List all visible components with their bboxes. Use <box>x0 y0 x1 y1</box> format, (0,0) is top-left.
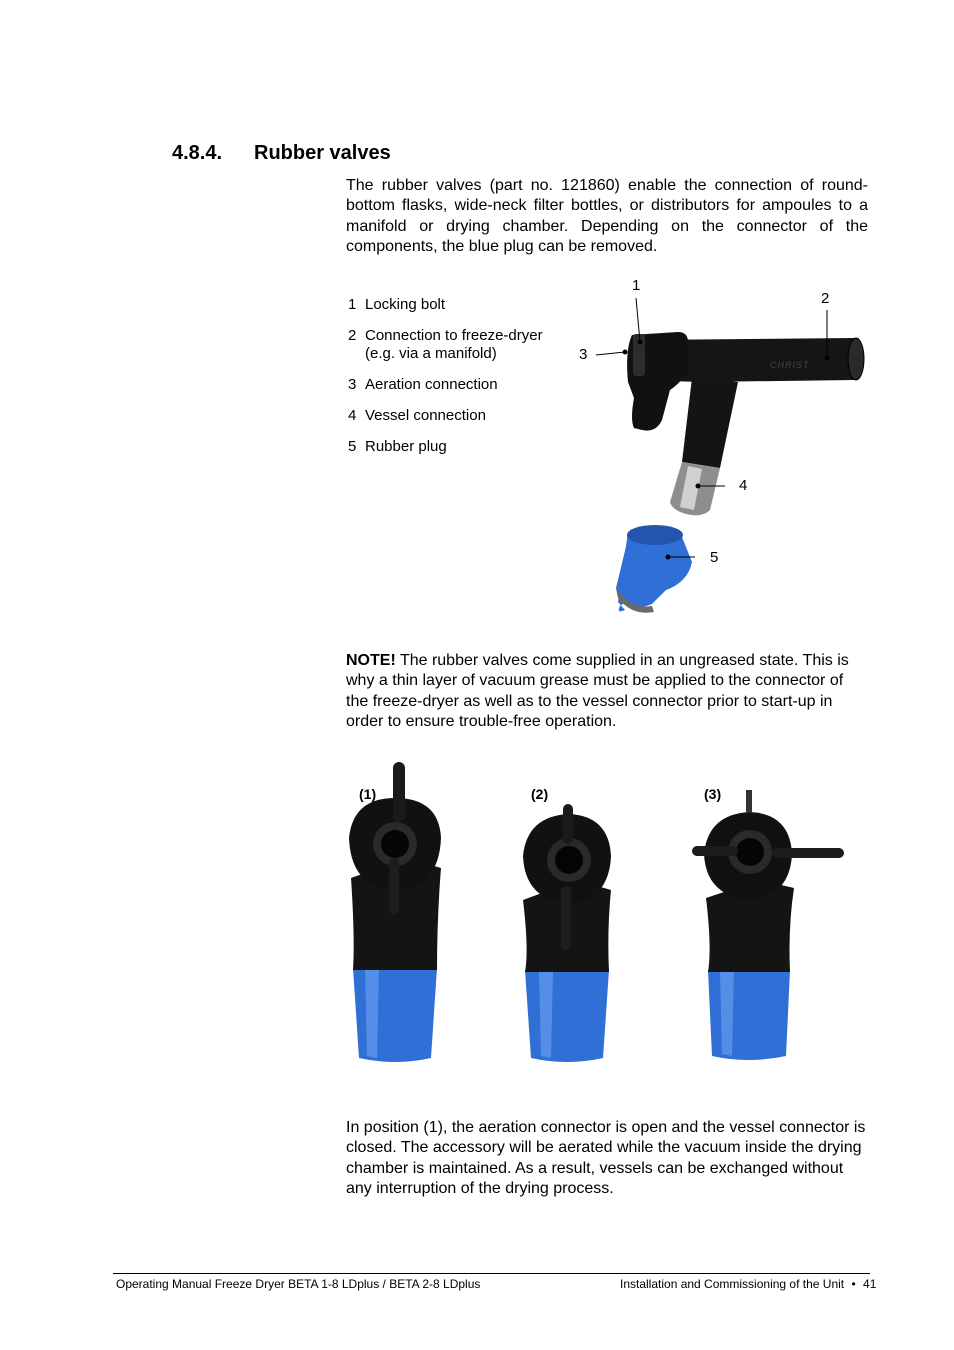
callout-2: 2 <box>821 290 830 307</box>
position-paragraph: In position (1), the aeration connector is open and the vessel connector is closed. The accessory will be aerated while the vacuum inside the drying chamber is maintained. As a result, vessels can be exchanged without any interruption of the drying process. <box>346 1119 866 1198</box>
legend-item <box>348 407 555 425</box>
callout-1: 1 <box>632 277 641 294</box>
valve-position-2-figure <box>517 800 617 1066</box>
note-label: NOTE! <box>346 652 396 669</box>
legend-item <box>348 438 555 456</box>
section-heading <box>172 142 391 165</box>
page-number: 41 <box>863 1277 877 1291</box>
valve-figure <box>570 270 880 630</box>
position-label-2: (2) <box>531 786 549 802</box>
footer-right <box>620 1277 876 1291</box>
legend-number: 4 <box>348 407 357 424</box>
valve-position-1-figure <box>345 758 445 1064</box>
position-label-1: (1) <box>359 786 377 802</box>
callout-4: 4 <box>739 477 748 494</box>
legend-text: Locking bolt <box>365 296 446 313</box>
valve-branch <box>682 378 738 468</box>
legend-item <box>348 327 555 363</box>
legend-text: Connection to freeze-dryer (e.g. via a manifold) <box>365 327 543 362</box>
legend-number: 5 <box>348 438 357 455</box>
footer-chapter: Installation and Commissioning of the Unit <box>620 1277 845 1291</box>
legend-item <box>348 376 555 394</box>
footer-divider <box>113 1273 870 1274</box>
legend-number: 3 <box>348 376 357 393</box>
legend-number: 2 <box>348 327 357 344</box>
legend-item <box>348 296 555 314</box>
intro-paragraph: The rubber valves (part no. 121860) enable the connection of round-bottom flasks, wide-neck filter bottles, or distributors for ampoules to a manifold or drying chamber. Depending on the connector of the components, the blue plug can be removed. <box>346 177 868 256</box>
footer-left: Operating Manual Freeze Dryer BETA 1-8 LDplus / BETA 2-8 LDplus <box>116 1277 481 1291</box>
brand-text: CHRIST <box>770 360 810 370</box>
callout-3: 3 <box>579 346 588 363</box>
footer-bullet: • <box>851 1277 856 1291</box>
legend-text: Vessel connection <box>365 407 486 424</box>
legend-number: 1 <box>348 296 357 313</box>
note-paragraph <box>346 651 868 733</box>
legend-text: Rubber plug <box>365 438 447 455</box>
callout-5: 5 <box>710 549 719 566</box>
legend-list <box>348 296 555 469</box>
legend-text: Aeration connection <box>365 376 498 393</box>
position-label-3: (3) <box>704 786 722 802</box>
valve-outlet-rim <box>848 338 864 380</box>
valve-position-3-figure <box>690 788 846 1064</box>
note-text: The rubber valves come supplied in an ungreased state. This is why a thin layer of vacuum grease must be applied to the connector of the freeze-dryer as well as to the vessel connector prior to start-up in order to ensure trouble-free operation. <box>346 652 849 731</box>
section-number: 4.8.4. <box>172 142 223 164</box>
section-title: Rubber valves <box>254 142 391 164</box>
